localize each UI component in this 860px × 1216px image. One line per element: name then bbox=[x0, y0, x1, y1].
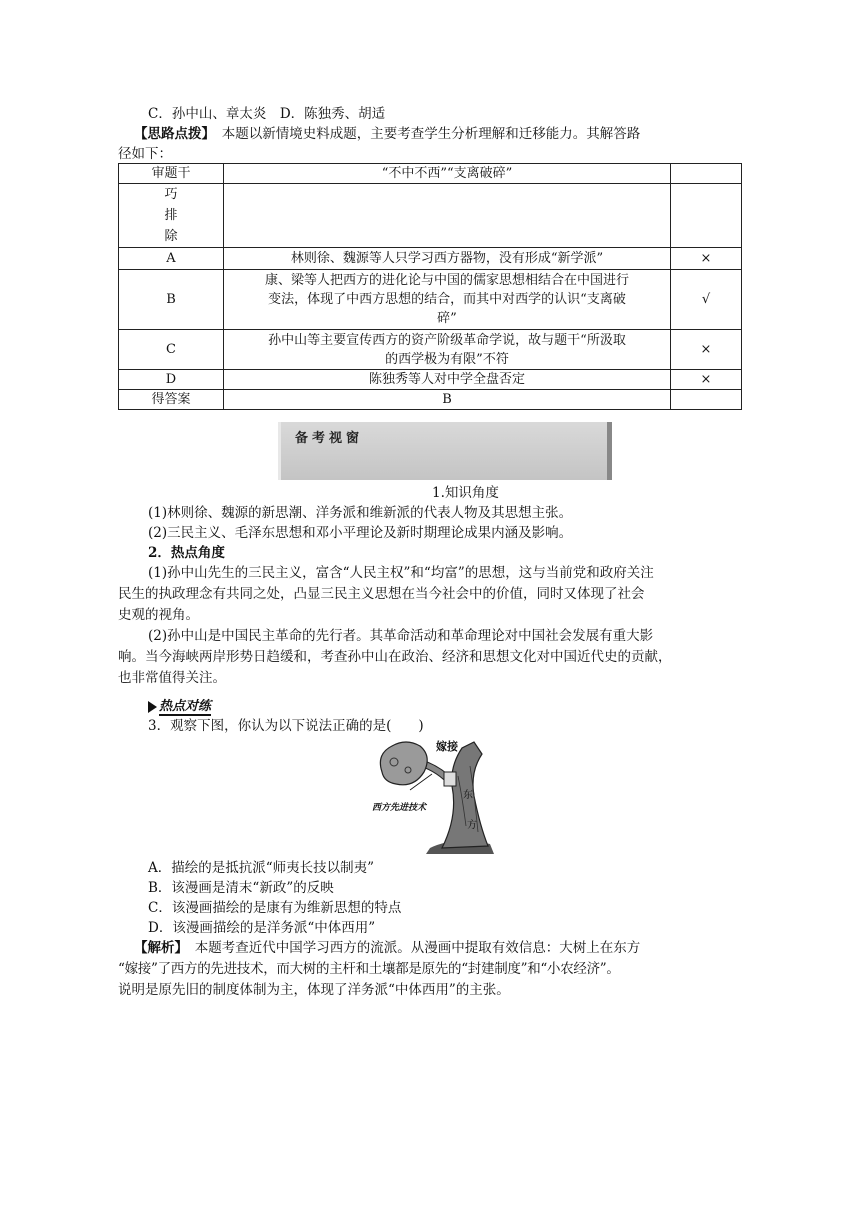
hot-practice-text: 热点对练 bbox=[159, 699, 212, 714]
row-c-line-1: 孙中山等主要宣传西方的资产阶级革命学说，故与题干“所汲取 bbox=[268, 332, 626, 348]
row-d-mark: × bbox=[671, 370, 742, 390]
branch-label: 西方先进技术 bbox=[372, 803, 427, 813]
qiao-char: 巧 bbox=[164, 187, 178, 202]
hint-label: 【思路点拨】 bbox=[134, 126, 209, 142]
graft-wrap bbox=[444, 772, 456, 786]
knowledge-heading: 1.知识角度 bbox=[432, 485, 499, 501]
analysis-line-3: 说明是原先旧的制度体制为主，体现了洋务派“中体西用”的主张。 bbox=[118, 982, 510, 998]
row-d-content: 陈独秀等人对中学全盘否定 bbox=[224, 370, 671, 390]
hotspot-item2-line-1: (2)孙中山是中国民主革命的先行者。其革命活动和革命理论对中国社会发展有重大影 bbox=[148, 628, 654, 644]
hint-text-1: 本题以新情境史料成题，主要考查学生分析理解和迁移能力。其解答路 bbox=[208, 126, 641, 142]
answer-mark-empty bbox=[671, 390, 742, 410]
hotspot-item2-line-3: 也非常值得关注。 bbox=[118, 670, 226, 686]
analysis-line-2: “嫁接”了西方的先进技术，而大树的主杆和土壤都是原先的“封建制度”和“小农经济”。 bbox=[118, 961, 620, 977]
question-stem: 3．观察下图，你认为以下说法正确的是( ) bbox=[148, 718, 424, 734]
graft-label: 嫁接 bbox=[436, 740, 458, 753]
row-b-content bbox=[224, 270, 671, 330]
hotspot-heading: 2．热点角度 bbox=[148, 545, 225, 561]
header-cell-review: 审题干 bbox=[119, 164, 224, 184]
analysis-line-1 bbox=[134, 938, 640, 958]
analysis-table bbox=[118, 163, 742, 410]
chu-char: 除 bbox=[164, 229, 178, 244]
option-c: C．该漫画描绘的是康有为维新思想的特点 bbox=[148, 900, 402, 916]
row-c-line-2: 的西学极为有限”不符 bbox=[385, 351, 509, 367]
hint-line-2: 径如下： bbox=[118, 146, 172, 162]
exam-prep-banner bbox=[278, 422, 612, 480]
pai-char: 排 bbox=[164, 208, 178, 223]
knowledge-item-2: (2)三民主义、毛泽东思想和邓小平理论及新时期理论成果内涵及影响。 bbox=[148, 525, 573, 541]
hint-line-1 bbox=[134, 124, 742, 144]
analysis-label: 【解析】 bbox=[134, 940, 182, 956]
analysis-text-1: 本题考查近代中国学习西方的流派。从漫画中提取有效信息：大树上在东方 bbox=[181, 940, 641, 956]
row-c-content bbox=[224, 330, 671, 370]
row-a-content: 林则徐、魏源等人只学习西方器物，没有形成“新学派” bbox=[224, 248, 671, 270]
answer-content: B bbox=[224, 390, 671, 410]
option-b: B．该漫画是清末“新政”的反映 bbox=[148, 880, 334, 896]
row-b-line-2: 变法，体现了中西方思想的结合，而其中对西学的认识“支离破 bbox=[268, 292, 626, 307]
row-c-mark: × bbox=[671, 330, 742, 370]
header-cell-keywords: “不中不西”“支离破碎” bbox=[224, 164, 671, 184]
foliage-crown bbox=[380, 742, 427, 785]
trunk-label-dong: 东 bbox=[463, 790, 473, 801]
empty-cell bbox=[224, 184, 671, 248]
row-d-label: D bbox=[119, 370, 224, 390]
knowledge-item-1: (1)林则徐、魏源的新思潮、洋务派和维新派的代表人物及其思想主张。 bbox=[148, 505, 573, 521]
hotspot-item2-line-2: 响。当今海峡两岸形势日趋缓和，考查孙中山在政治、经济和思想文化对中国近代史的贡献， bbox=[118, 649, 672, 665]
option-d: D．该漫画描绘的是洋务派“中体西用” bbox=[148, 920, 376, 936]
row-b-label: B bbox=[119, 270, 224, 330]
row-a-label: A bbox=[119, 248, 224, 270]
row-b-line-1: 康、梁等人把西方的进化论与中国的儒家思想相结合在中国进行 bbox=[264, 273, 629, 288]
hot-practice-label bbox=[148, 695, 211, 714]
hotspot-item1-line-2: 民生的执政理念有共同之处，凸显三民主义思想在当今社会中的价值，同时又体现了社会 bbox=[118, 586, 645, 602]
answer-label: 得答案 bbox=[119, 390, 224, 410]
option-a: A．描绘的是抵抗派“师夷长技以制夷” bbox=[148, 860, 375, 876]
row-a-mark: × bbox=[671, 248, 742, 270]
row-c-label: C bbox=[119, 330, 224, 370]
empty-mark-cell bbox=[671, 184, 742, 248]
banner-title: 备考视窗 bbox=[295, 431, 364, 446]
trunk-label-fang: 方 bbox=[467, 820, 477, 831]
grafted-tree-cartoon bbox=[370, 736, 510, 856]
qiao-pai-chu-cell bbox=[119, 184, 224, 248]
hotspot-item1-line-3: 史观的视角。 bbox=[118, 607, 199, 623]
option-c-d-line: C．孙中山、章太炎 D．陈独秀、胡适 bbox=[148, 106, 386, 122]
row-b-line-3: 碎” bbox=[437, 311, 457, 326]
play-triangle-icon bbox=[148, 701, 157, 713]
header-cell-mark bbox=[671, 164, 742, 184]
row-b-mark: √ bbox=[671, 270, 742, 330]
hotspot-item1-line-1: (1)孙中山先生的三民主义，富含“人民主权”和“均富”的思想，这与当前党和政府关注 bbox=[148, 565, 654, 581]
